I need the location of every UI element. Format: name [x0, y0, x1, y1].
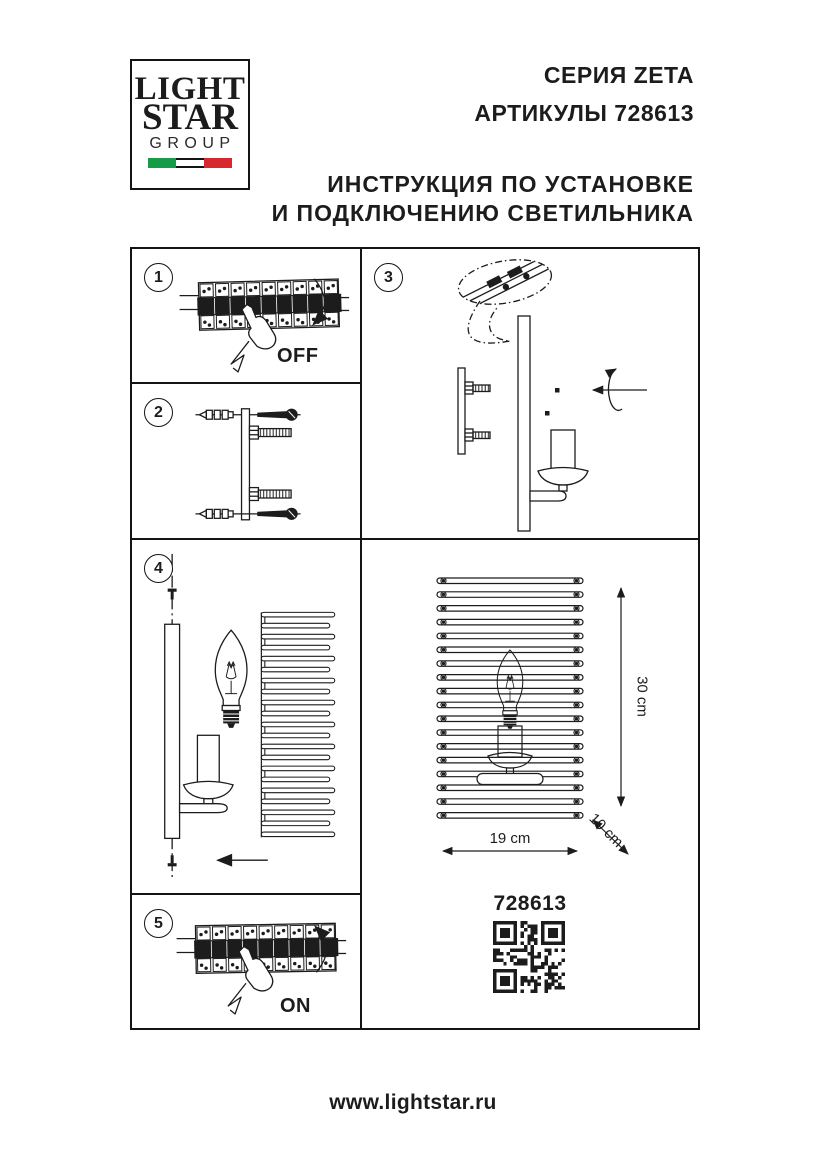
wall-bracket [458, 368, 465, 454]
panel-step-1-power-off [132, 249, 362, 384]
hex-bolt-icon [465, 429, 490, 441]
hex-bolt-icon [465, 382, 490, 394]
lamp-arm [180, 804, 228, 813]
panel-step-3-attach-base [362, 249, 698, 540]
step-number-badge: 2 [144, 398, 173, 427]
hex-bolt-icon [249, 426, 291, 439]
flag-white-segment [176, 158, 204, 168]
lamp-arm [477, 774, 543, 785]
article-number: 728613 [493, 892, 567, 915]
lightstar-logo [130, 59, 250, 190]
logo-word-group: GROUP [149, 135, 236, 153]
assembly-group [165, 554, 335, 877]
instruction-grid [130, 247, 700, 1030]
step-number-badge: 4 [144, 554, 173, 583]
panel-product-dimensions [362, 540, 698, 1028]
italian-flag-icon [148, 158, 232, 168]
dimension-width-label: 19 cm [489, 830, 531, 847]
footer-url: www.lightstar.ru [329, 1091, 497, 1114]
flag-green-segment [148, 158, 176, 168]
breaker-drawing-group [177, 923, 347, 1014]
dimension-height-label: 30 cm [633, 676, 651, 717]
dimension-depth-label: 10 cm [585, 810, 627, 851]
screw-dot [545, 411, 550, 416]
step-number-badge: 5 [144, 909, 173, 938]
step-number-badge: 3 [374, 263, 403, 292]
long-screw-icon [258, 409, 297, 420]
candle-cup [538, 468, 588, 486]
lamp-assembly-drawing [132, 540, 360, 893]
breaker-drawing-group [180, 279, 350, 372]
flag-red-segment [204, 158, 232, 168]
lamp-backplate [518, 316, 530, 531]
panel-step-5-power-on [132, 895, 362, 1028]
bracket-rotation-drawing [362, 249, 698, 538]
logo-word-light: LIGHT [134, 71, 246, 107]
on-label: ON [280, 995, 311, 1017]
detail-bubble-icon [455, 252, 559, 310]
qr-code [493, 921, 565, 993]
hex-bolt-icon [249, 488, 291, 501]
screw-dot [555, 388, 560, 393]
off-label: OFF [277, 345, 319, 367]
step-number-badge: 1 [144, 263, 173, 292]
wall-plug-icon [199, 410, 233, 419]
lamp-backplate [165, 624, 180, 838]
panel-step-4-assembly [132, 540, 362, 895]
bubble-pointer-line [468, 301, 510, 343]
instruction-title-line2: И ПОДКЛЮЧЕНИЮ СВЕТИЛЬНИКА [271, 200, 694, 226]
attach-group [455, 252, 647, 531]
mounting-bracket [242, 409, 250, 520]
candle-sleeve [197, 735, 219, 784]
instruction-title-line1: ИНСТРУКЦИЯ ПО УСТАНОВКЕ [327, 171, 694, 197]
wall-plug-icon [199, 509, 233, 518]
instruction-title [272, 170, 694, 228]
document-header [272, 62, 694, 228]
slat-shade-side-view [261, 612, 334, 837]
candle-bulb-icon [215, 630, 247, 728]
article-list: АРТИКУЛЫ 728613 [474, 100, 694, 126]
long-screw-icon [258, 508, 297, 519]
hardware-group [195, 409, 300, 520]
candle-cup [184, 781, 234, 798]
lamp-arm [530, 491, 566, 501]
logo-word-star: STAR [142, 97, 238, 139]
series-title: СЕРИЯ ZETA [543, 62, 694, 88]
panel-step-2-mounting-hardware [132, 384, 362, 540]
